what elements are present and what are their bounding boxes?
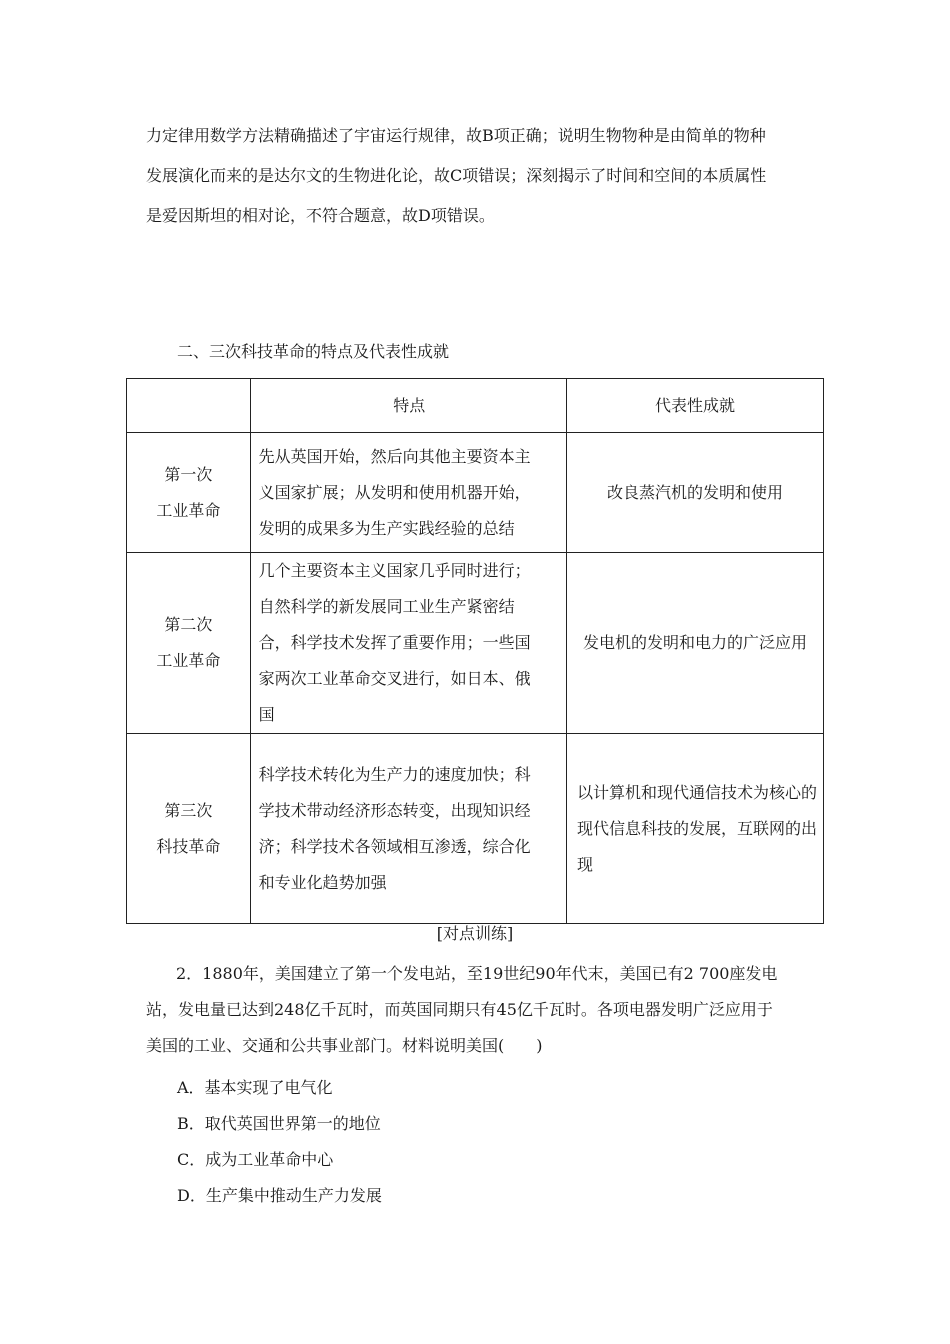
table-row (127, 433, 824, 553)
feature-line: 先从英国开始，然后向其他主要资本主 (258, 446, 531, 466)
feature-line: 科学技术转化为生产力的速度加快；科 (258, 764, 531, 784)
option-b: B．取代英国世界第一的地位 (177, 1114, 381, 1133)
feature-line: 合，科学技术发挥了重要作用；一些国 (258, 633, 531, 652)
achievement-line: 现代信息科技的发展，互联网的出 (576, 818, 817, 838)
header-achievement: 代表性成就 (566, 379, 823, 433)
feature-line: 学技术带动经济形态转变，出现知识经 (258, 800, 531, 820)
header-feature: 特点 (250, 379, 566, 433)
row-achievement (566, 734, 823, 924)
option-d: D．生产集中推动生产力发展 (177, 1186, 382, 1205)
row-achievement (566, 433, 823, 553)
feature-line: 几个主要资本主义国家几乎同时进行； (258, 561, 531, 580)
answer-options (177, 1070, 382, 1214)
table-row (127, 553, 824, 734)
question-stem (146, 956, 826, 1064)
feature-line: 义国家扩展；从发明和使用机器开始， (258, 482, 531, 502)
option-c: C．成为工业革命中心 (177, 1150, 334, 1169)
row-label-line: 工业革命 (156, 651, 221, 670)
question-line: 站，发电量已达到248亿千瓦时，而英国同期只有45亿千瓦时。各项电器发明广泛应用于 (146, 1000, 773, 1019)
row-label-line: 工业革命 (156, 500, 221, 520)
table-header-row (127, 379, 824, 433)
row-feature (250, 433, 566, 553)
feature-line: 发明的成果多为生产实践经验的总结 (258, 518, 515, 538)
row-achievement (566, 553, 823, 734)
row-label (127, 433, 251, 553)
intro-line: 发展演化而来的是达尔文的生物进化论，故C项错误；深刻揭示了时间和空间的本质属性 (146, 166, 767, 185)
intro-line: 是爱因斯坦的相对论，不符合题意，故D项错误。 (146, 206, 495, 225)
achievement-line: 发电机的发明和电力的广泛应用 (582, 633, 807, 652)
row-label-line: 第一次 (164, 464, 213, 484)
table-row (127, 734, 824, 924)
intro-line: 力定律用数学方法精确描述了宇宙运行规律，故B项正确；说明生物物种是由简单的物种 (146, 126, 766, 145)
row-feature (250, 734, 566, 924)
achievement-line: 改良蒸汽机的发明和使用 (606, 482, 783, 502)
feature-line: 和专业化趋势加强 (258, 872, 387, 892)
feature-line: 家两次工业革命交叉进行，如日本、俄 (258, 669, 531, 688)
row-feature (250, 553, 566, 734)
header-blank (127, 379, 251, 433)
feature-line: 国 (258, 705, 275, 724)
section-title: 二、三次科技革命的特点及代表性成就 (177, 342, 450, 361)
feature-line: 自然科学的新发展同工业生产紧密结 (258, 597, 515, 616)
achievement-line: 以计算机和现代通信技术为核心的 (576, 782, 817, 802)
question-line: 美国的工业、交通和公共事业部门。材料说明美国( ) (146, 1036, 543, 1055)
row-label-line: 第三次 (164, 800, 213, 820)
option-a: A．基本实现了电气化 (177, 1078, 333, 1097)
revolutions-table (126, 378, 824, 924)
row-label (127, 553, 251, 734)
question-line: 2．1880年，美国建立了第一个发电站，至19世纪90年代末，美国已有2 700座发电 (176, 964, 778, 983)
training-label: [对点训练] (436, 924, 514, 943)
achievement-line: 现 (576, 854, 593, 874)
feature-line: 济；科学技术各领域相互渗透，综合化 (258, 836, 531, 856)
intro-paragraph (146, 116, 816, 236)
row-label-line: 科技革命 (156, 836, 221, 856)
row-label (127, 734, 251, 924)
row-label-line: 第二次 (164, 615, 213, 634)
